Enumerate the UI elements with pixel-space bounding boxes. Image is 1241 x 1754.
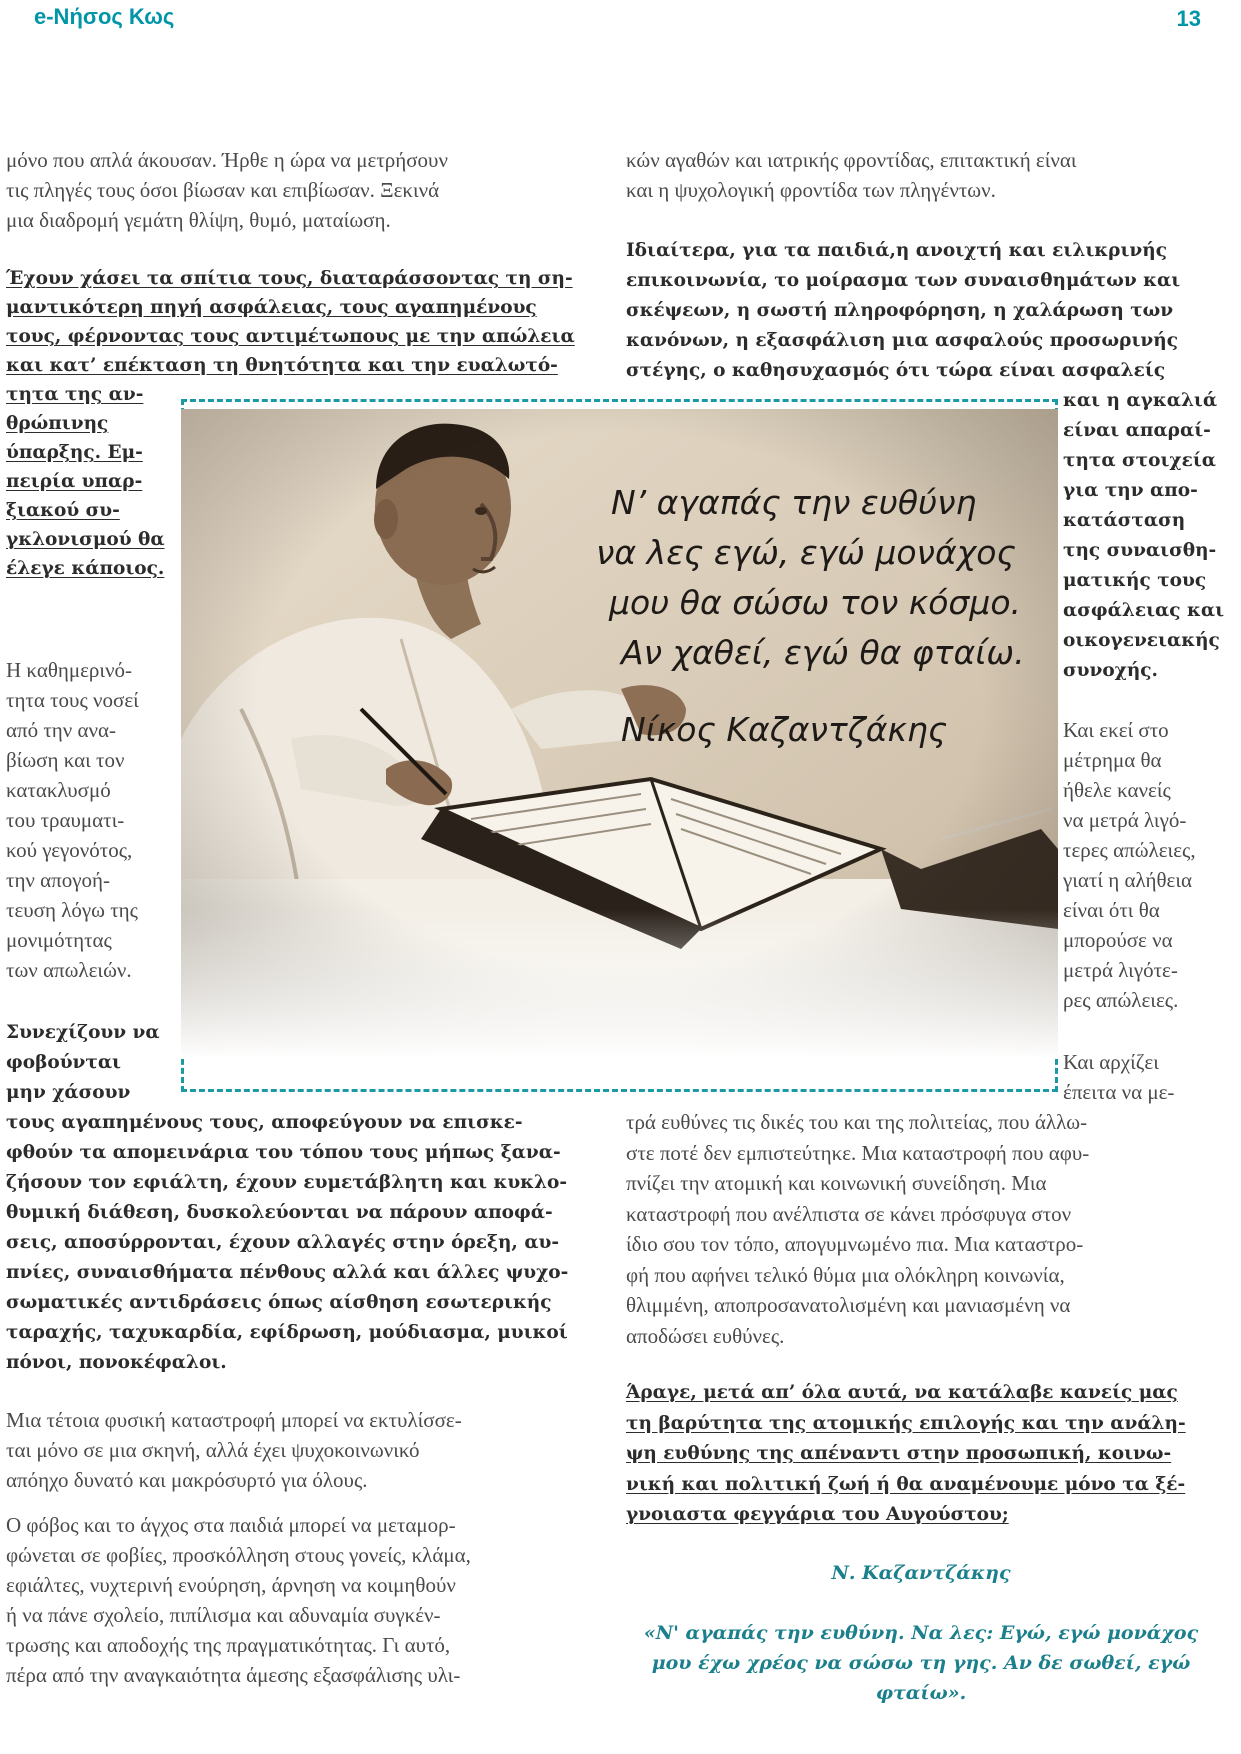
left-para-3: [6, 655, 139, 985]
text-line: φταίω».: [875, 1682, 967, 1704]
text-line: στε ποτέ δεν εμπιστεύτηκε. Μια καταστροφή που αφυ-: [626, 1140, 1090, 1165]
text-line: ψη ευθύνης της απέναντι στην προσωπική, κοινω-: [626, 1443, 1172, 1464]
text-line: τη βαρύτητα της ατομικής επιλογής και την ανάλη-: [626, 1412, 1186, 1434]
left-para-6: [6, 1510, 471, 1690]
text-line: κού γεγονότος,: [6, 838, 133, 862]
text-line: της συναισθη-: [1063, 540, 1217, 561]
text-line: ξιακού συ-: [6, 500, 120, 521]
text-line: μονιμότητας: [6, 928, 112, 952]
text-line: φή που αφήνει τελικό θύμα μια ολόκληρη κοινωνία,: [626, 1262, 1065, 1287]
text-line: κών αγαθών και ιατρικής φροντίδας, επιτακτική είναι: [626, 148, 1077, 172]
text-line: κατακλυσμό: [6, 778, 111, 802]
text-line: μετρά λιγότε-: [1063, 958, 1178, 982]
text-line: Η καθημερινό-: [6, 658, 133, 682]
text-line: την απογοή-: [6, 868, 111, 892]
page-number: 13: [1176, 6, 1201, 31]
right-para-5: [626, 1378, 1186, 1531]
text-line: σωματικές αντιδράσεις όπως αίσθηση εσωτερικής: [6, 1292, 552, 1313]
text-line: φώνεται σε φοβίες, προσκόλληση στους γονείς, κλάμα,: [6, 1543, 471, 1567]
text-line: μόνο που απλά άκουσαν. Ήρθε η ώρα να μετρήσουν: [6, 148, 448, 172]
text-line: Άραγε, μετά απ’ όλα αυτά, να κατάλαβε κανείς μας: [626, 1382, 1178, 1403]
text-line: μια διαδρομή γεμάτη θλίψη, θυμό, ματαίωση.: [6, 208, 391, 232]
text-line: και η ψυχολογική φροντίδα των πληγέντων.: [626, 178, 996, 202]
text-line: τους, φέρνοντας τους αντιμέτωπους με την απώλεια: [6, 326, 575, 347]
text-line: έπειτα να με-: [1063, 1080, 1175, 1104]
kazantzakis-quote: [626, 1618, 1216, 1708]
text-line: γνοιαστα φεγγάρια του Αυγούστου;: [626, 1504, 1009, 1525]
text-line: συνοχής.: [1063, 660, 1158, 681]
text-line: σεις, αποσύρρονται, έχουν αλλαγές στην όρεξη, αυ-: [6, 1232, 560, 1253]
text-line: θυμική διάθεση, δυσκολεύονται να πάρουν αποφά-: [6, 1202, 553, 1223]
text-line: είναι ότι θα: [1063, 898, 1160, 922]
text-line: τευση λόγω της: [6, 898, 138, 922]
text-line: τρωσης και αποδοχής της πραγματικότητας. Γι αυτό,: [6, 1633, 451, 1657]
text-line: Και αρχίζει: [1063, 1050, 1159, 1074]
text-line: Έχουν χάσει τα σπίτια τους, διαταράσσοντας τη ση-: [6, 268, 573, 289]
photo-illustration: [181, 409, 1058, 1059]
text-line: από την ανα-: [6, 718, 117, 742]
right-para-3-narrow: [1063, 715, 1196, 1015]
text-line: των απωλειών.: [6, 958, 132, 982]
text-line: απόηχο δυνατό και μακρόσυρτό για όλους.: [6, 1468, 368, 1492]
text-line: φοβούνται: [6, 1052, 122, 1073]
text-line: πέρα από την αναγκαιότητα άμεσης εξασφάλισης υλι-: [6, 1663, 461, 1687]
text-line: κανόνων, η εξασφάλιση μια ασφαλούς προσωρινής: [626, 330, 1178, 351]
text-line: Συνεχίζουν να: [6, 1022, 160, 1043]
text-line: θλιμμένη, αποπροσανατολισμένη και μανιασμένη να: [626, 1293, 1071, 1317]
text-line: ται μόνο σε μια σκηνή, αλλά έχει ψυχοκοινωνικό: [6, 1438, 420, 1462]
text-line: τις πληγές τους όσοι βίωσαν και επιβίωσαν. Ξεκινά: [6, 178, 440, 202]
text-line: πόνοι, πονοκέφαλοι.: [6, 1352, 227, 1373]
text-line: Ιδιαίτερα, για τα παιδιά,η ανοιχτή και ειλικρινής: [626, 240, 1167, 261]
text-line: θρώπινης: [6, 413, 109, 434]
magazine-title: e-Νήσος Κως: [34, 4, 175, 29]
text-line: για την απο-: [1063, 480, 1198, 501]
text-line: επικοινωνία, το μοίρασμα των συναισθημάτων και: [626, 270, 1181, 291]
text-line: σκέψεων, η σωστή πληροφόρηση, η χαλάρωση των: [626, 300, 1174, 321]
text-line: γιατί η αλήθεια: [1063, 868, 1193, 892]
text-line: μην χάσουν: [6, 1082, 131, 1103]
text-line: ήθελε κανείς: [1063, 778, 1171, 802]
text-line: εφιάλτες, νυχτερινή ενούρηση, άρνηση να κοιμηθούν: [6, 1573, 456, 1597]
text-line: τρά ευθύνες τις δικές του και της πολιτείας, που άλλω-: [626, 1110, 1088, 1134]
right-para-1: [626, 145, 1077, 205]
text-line: τητα στοιχεία: [1063, 450, 1217, 471]
text-line: και η αγκαλιά: [1063, 390, 1218, 411]
photo-caption-line: να λες εγώ, εγώ μονάχος: [596, 533, 1016, 572]
text-line: γκλονισμού θα: [6, 529, 165, 550]
text-line: ασφάλειας και: [1063, 600, 1225, 621]
text-line: στέγης, ο καθησυχασμός ότι τώρα είναι ασφαλείς: [626, 360, 1166, 381]
text-line: Μια τέτοια φυσική καταστροφή μπορεί να εκτυλίσσε-: [6, 1408, 462, 1432]
text-line: φθούν τα απομεινάρια του τόπου τους μήπως ξανα-: [6, 1142, 561, 1163]
text-line: μπορούσε να: [1063, 928, 1173, 952]
text-line: ή να πάνε σχολείο, πιπίλισμα και αδυναμία συγκέν-: [6, 1603, 441, 1627]
text-line: ματικής τους: [1063, 570, 1207, 591]
left-para-1: [6, 145, 448, 235]
photo-signature: Νίκος Καζαντζάκης: [621, 710, 948, 749]
text-line: μου έχω χρέος να σώσω τη γης. Αν δε σωθεί, εγώ: [651, 1652, 1191, 1674]
text-line: του τραυματι-: [6, 808, 125, 832]
text-line: τους αγαπημένους τους, αποφεύγουν να επισκε-: [6, 1112, 523, 1133]
text-line: τητα τους νοσεί: [6, 688, 139, 712]
left-para-5: [6, 1405, 462, 1495]
text-line: αποδώσει ευθύνες.: [626, 1323, 785, 1348]
text-line: οικογενειακής: [1063, 630, 1220, 651]
text-line: μαντικότερη πηγή ασφάλειας, τους αγαπημένους: [6, 297, 537, 318]
right-para-4-narrow: [1063, 1047, 1174, 1107]
text-line: καταστροφή που ανέλπιστα σε κάνει πρόσφυγα στον: [626, 1201, 1072, 1226]
text-line: ταραχής, ταχυκαρδία, εφίδρωση, μούδιασμα, μυικοί: [6, 1322, 568, 1343]
text-line: Ο φόβος και το άγχος στα παιδιά μπορεί να μεταμορ-: [6, 1513, 456, 1537]
text-line: τητα της αν-: [6, 384, 144, 405]
text-line: Και εκεί στο: [1063, 718, 1169, 742]
photo-caption-line: Ν’ αγαπάς την ευθύνη: [611, 483, 977, 522]
text-line: έλεγε κάποιος.: [6, 558, 165, 579]
text-line: πειρία υπαρ-: [6, 471, 143, 492]
text-line: πνίζει την ατομική και κοινωνική συνείδηση. Μια: [626, 1171, 1047, 1195]
text-line: να μετρά λιγό-: [1063, 808, 1187, 832]
text-line: ύπαρξης. Εμ-: [6, 442, 143, 463]
photo-caption-line: μου θα σώσω τον κόσμο.: [609, 583, 1022, 622]
text-line: νική και πολιτική ζωή ή θα αναμένουμε μόνο τα ξέ-: [626, 1473, 1186, 1495]
right-para-4: [626, 1107, 1089, 1351]
text-line: τερες απώλειες,: [1063, 838, 1196, 862]
kazantzakis-photo: [181, 409, 1058, 1059]
text-line: ίδιο σου τον τόπο, απογυμνωμένο πια. Μια καταστρο-: [626, 1232, 1084, 1256]
quote-author: Ν. Καζαντζάκης: [831, 1562, 1011, 1584]
text-line: μέτρημα θα: [1063, 748, 1162, 772]
text-line: βίωση και τον: [6, 748, 125, 772]
photo-caption-line: Αν χαθεί, εγώ θα φταίω.: [621, 633, 1025, 672]
text-line: είναι απαραί-: [1063, 420, 1211, 441]
right-para-2-narrow: [1063, 386, 1224, 686]
text-line: «Ν' αγαπάς την ευθύνη. Να λες: Εγώ, εγώ μονάχος: [643, 1622, 1199, 1644]
text-line: ρες απώλειες.: [1063, 988, 1179, 1012]
text-line: πνίες, συναισθήματα πένθους αλλά και άλλες ψυχο-: [6, 1262, 569, 1283]
text-line: ζήσουν τον εφιάλτη, έχουν ευμετάβλητη και κυκλο-: [6, 1172, 568, 1193]
text-line: και κατ’ επέκταση τη θνητότητα και την ευαλωτό-: [6, 355, 558, 376]
text-line: κατάσταση: [1063, 510, 1186, 531]
right-para-2: [626, 236, 1180, 386]
